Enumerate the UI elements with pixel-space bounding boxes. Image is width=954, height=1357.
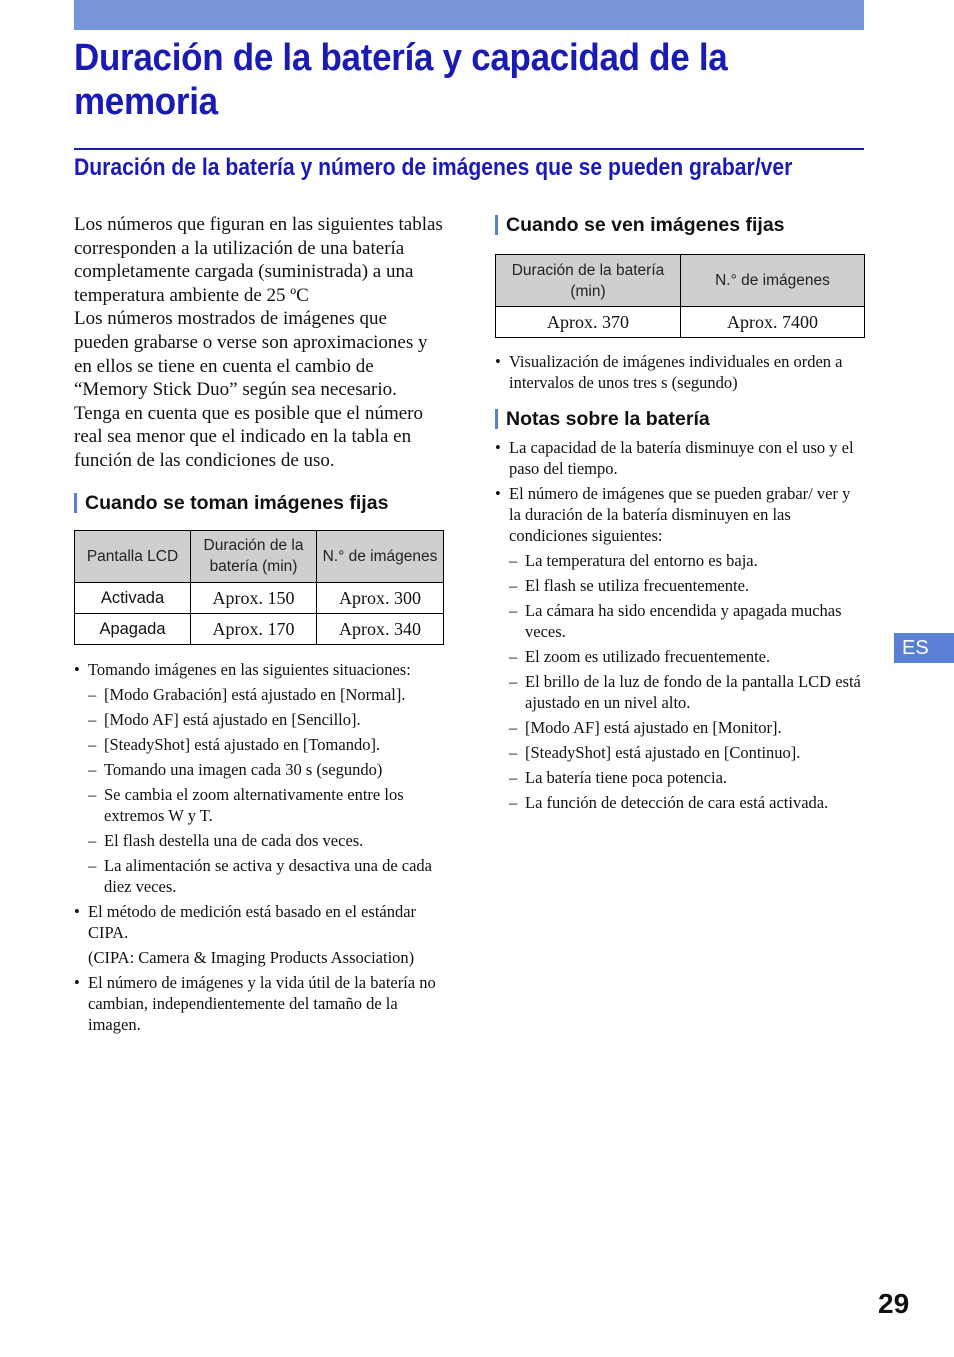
list-item: – Se cambia el zoom alternativamente entre los extremos W y T. xyxy=(88,784,444,826)
heading-marker xyxy=(74,493,77,513)
list-item: – La función de detección de cara está activada. xyxy=(509,792,865,813)
viewing-notes xyxy=(495,351,865,393)
list-item: • Visualización de imágenes individuales en orden a intervalos de unos tres s (segundo) xyxy=(495,351,865,393)
intro-text xyxy=(74,213,444,473)
table-header-row xyxy=(75,530,444,582)
left-column xyxy=(74,213,444,1039)
list-item: – [Modo Grabación] está ajustado en [Normal]. xyxy=(88,684,444,705)
list-item-text: El número de imágenes que se pueden grabar/ ver y la duración de la batería disminuyen en las condiciones siguientes: xyxy=(509,484,851,545)
intro-paragraph: Los números que figuran en las siguientes tablas corresponden a la utilización de una batería completamente cargada (suministrada) a una temperatura ambiente de 25 ºC xyxy=(74,214,443,306)
heading-marker xyxy=(495,409,498,429)
list-item xyxy=(495,483,865,813)
table-header-cell: N.° de imágenes xyxy=(681,255,865,307)
list-item: • La capacidad de la batería disminuye con el uso y el paso del tiempo. xyxy=(495,437,865,479)
table-cell: Aprox. 340 xyxy=(317,613,444,644)
list-item: – El flash destella una de cada dos veces. xyxy=(88,830,444,851)
condition-list xyxy=(88,684,444,897)
table-cell: Aprox. 370 xyxy=(496,307,681,338)
viewing-table xyxy=(495,254,865,338)
list-item: – El flash se utiliza frecuentemente. xyxy=(509,575,865,596)
top-color-bar xyxy=(74,0,864,30)
list-item: – El zoom es utilizado frecuentemente. xyxy=(509,646,865,667)
section-subtitle: Duración de la batería y número de imágenes que se pueden grabar/ver xyxy=(74,154,793,181)
list-item: – [SteadyShot] está ajustado en [Tomando]. xyxy=(88,734,444,755)
table-cell: Aprox. 300 xyxy=(317,582,444,613)
shooting-notes xyxy=(74,659,444,943)
heading-marker xyxy=(495,215,498,235)
list-item: – Tomando una imagen cada 30 s (segundo) xyxy=(88,759,444,780)
viewing-heading xyxy=(495,213,865,237)
shooting-notes-extra xyxy=(74,972,444,1035)
intro-paragraph: Los números mostrados de imágenes que pueden grabarse o verse son aproximaciones y en ellos se tiene en cuenta el cambio de “Memory Stick Duo” según sea necesario. xyxy=(74,308,428,401)
list-item: – [Modo AF] está ajustado en [Monitor]. xyxy=(509,717,865,738)
list-item: • El método de medición está basado en el estándar CIPA. xyxy=(74,901,444,943)
page-number: 29 xyxy=(878,1288,910,1319)
list-item-text: Tomando imágenes en las siguientes situaciones: xyxy=(88,659,411,679)
battery-notes-list xyxy=(495,437,865,813)
table-cell: Activada xyxy=(75,582,191,613)
table-header-row xyxy=(496,255,865,307)
list-item: – La alimentación se activa y desactiva una de cada diez veces. xyxy=(88,855,444,897)
viewing-heading-text: Cuando se ven imágenes fijas xyxy=(506,214,785,236)
battery-notes-heading-text: Notas sobre la batería xyxy=(506,408,710,430)
table-row xyxy=(496,307,865,338)
table-cell: Aprox. 7400 xyxy=(681,307,865,338)
table-row xyxy=(75,582,444,613)
title-rule xyxy=(74,148,864,150)
list-item: – La batería tiene poca potencia. xyxy=(509,767,865,788)
right-column xyxy=(495,213,865,817)
condition-list xyxy=(509,550,865,813)
list-item: • El número de imágenes y la vida útil de la batería no cambian, independientemente del tamaño de la imagen. xyxy=(74,972,444,1035)
shooting-heading-text: Cuando se toman imágenes fijas xyxy=(85,491,389,514)
list-item: – [Modo AF] está ajustado en [Sencillo]. xyxy=(88,709,444,730)
table-header-cell: N.° de imágenes xyxy=(317,530,444,582)
cipa-note: (CIPA: Camera & Imaging Products Association) xyxy=(88,947,415,967)
table-header-cell: Duración de la batería (min) xyxy=(191,530,317,582)
language-tab: ES xyxy=(894,633,954,663)
list-item xyxy=(74,659,444,897)
table-cell: Aprox. 150 xyxy=(191,582,317,613)
table-header-cell: Pantalla LCD xyxy=(75,530,191,582)
table-cell: Aprox. 170 xyxy=(191,613,317,644)
intro-paragraph: Tenga en cuenta que es posible que el número real sea menor que el indicado en la tabla en función de las condiciones de uso. xyxy=(74,402,423,471)
battery-notes-heading xyxy=(495,407,865,431)
table-row xyxy=(75,613,444,644)
shooting-table xyxy=(74,530,444,645)
table-cell: Apagada xyxy=(75,613,191,644)
table-header-cell: Duración de la batería (min) xyxy=(496,255,681,307)
page-title: Duración de la batería y capacidad de la memoria xyxy=(74,37,728,123)
shooting-heading xyxy=(74,491,444,515)
list-item: – El brillo de la luz de fondo de la pantalla LCD está ajustado en un nivel alto. xyxy=(509,671,865,713)
list-item: – La temperatura del entorno es baja. xyxy=(509,550,865,571)
list-item: – La cámara ha sido encendida y apagada muchas veces. xyxy=(509,600,865,642)
list-item: – [SteadyShot] está ajustado en [Continuo]. xyxy=(509,742,865,763)
